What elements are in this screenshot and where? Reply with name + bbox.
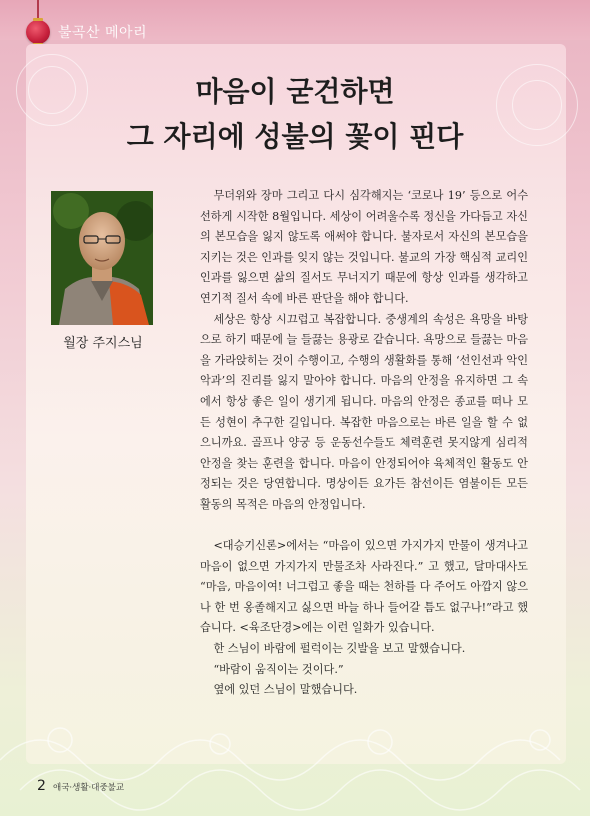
body-paragraph: 한 스님이 바람에 펄럭이는 깃발을 보고 말했습니다. (213, 642, 466, 656)
author-caption: 월장 주지스님 (63, 336, 143, 351)
article-title-line-1: 마음이 굳건하면 (195, 75, 395, 108)
publication-tagline: 애국·생활·대중불교 (53, 783, 125, 793)
lantern-icon (26, 20, 50, 44)
body-paragraph: 세상은 항상 시끄럽고 복잡합니다. 중생계의 속성은 욕망을 바탕으로 하기 때문에 늘 들끓는 용광로 같습니다. 욕망으로 들끓는 마음을 가라앉히는 것이 수행이고, 수행의 생활화를 통해 ‘선인선과 악인악과’의 진리를 잃지 말아야 합니다. 마음의 안정을 유지하면 그 속에서 항상 좋은 일이 생기게 됩니다. 마음의 안정은 종교를 떠나 모든 성현이 추구한 길입니다. 복잡한 마음으로는 바른 일을 할 수 없으니까요. 골프나 양궁 등 운동선수들도 체력훈련 못지않게 심리적 안정을 찾는 훈련을 합니다. 마음이 안정되어야 육체적인 활동도 안정되는 것은 당연합니다. 명상이든 요가든 참선이든 염불이든 모든 활동의 목적은 마음의 안정입니다. (200, 312, 528, 511)
page-number: 2 (37, 778, 46, 794)
article-title-line-2: 그 자리에 성불의 꽃이 핀다 (126, 120, 464, 153)
article-body (200, 186, 528, 701)
body-paragraph: 무더위와 장마 그리고 다시 심각해지는 ‘코로나 19’ 등으로 어수선하게 시작한 8월입니다. 세상이 어려울수록 정신을 가다듬고 자신의 본모습을 잃지 않도록 애써야 합니다. 불자로서 자신의 본모습을 지키는 것은 인과를 잊지 않는 것입니다. 불교의 가장 핵심적 교리인 인과를 잃으면 삶의 질서도 무너지기 때문에 항상 인과를 생각하고 연기적 질서 속에 바른 판단을 해야 합니다. (200, 189, 528, 305)
monk-portrait-image (51, 191, 153, 325)
section-title: 불곡산 메아리 (58, 25, 148, 41)
decorative-swirl (0, 700, 590, 816)
author-photo (51, 191, 153, 325)
body-paragraph: <대승기신론>에서는 “마음이 있으면 가지가지 만물이 생겨나고 마음이 없으면 가지가지 만물조차 사라진다.” 고 했고, 달마대사도 “마음, 마음이여! 너그럽고 좋을 때는 천하를 다 주어도 아깝지 않으나 한 번 옹졸해지고 싫으면 바늘 하나 들어갈 틈도 없구나!”라고 했습니다. <육조단경>에는 이런 일화가 있습니다. (200, 539, 528, 635)
body-paragraph: 옆에 있던 스님이 말했습니다. (213, 683, 358, 697)
body-paragraph: “바람이 움직이는 것이다.” (213, 662, 344, 676)
